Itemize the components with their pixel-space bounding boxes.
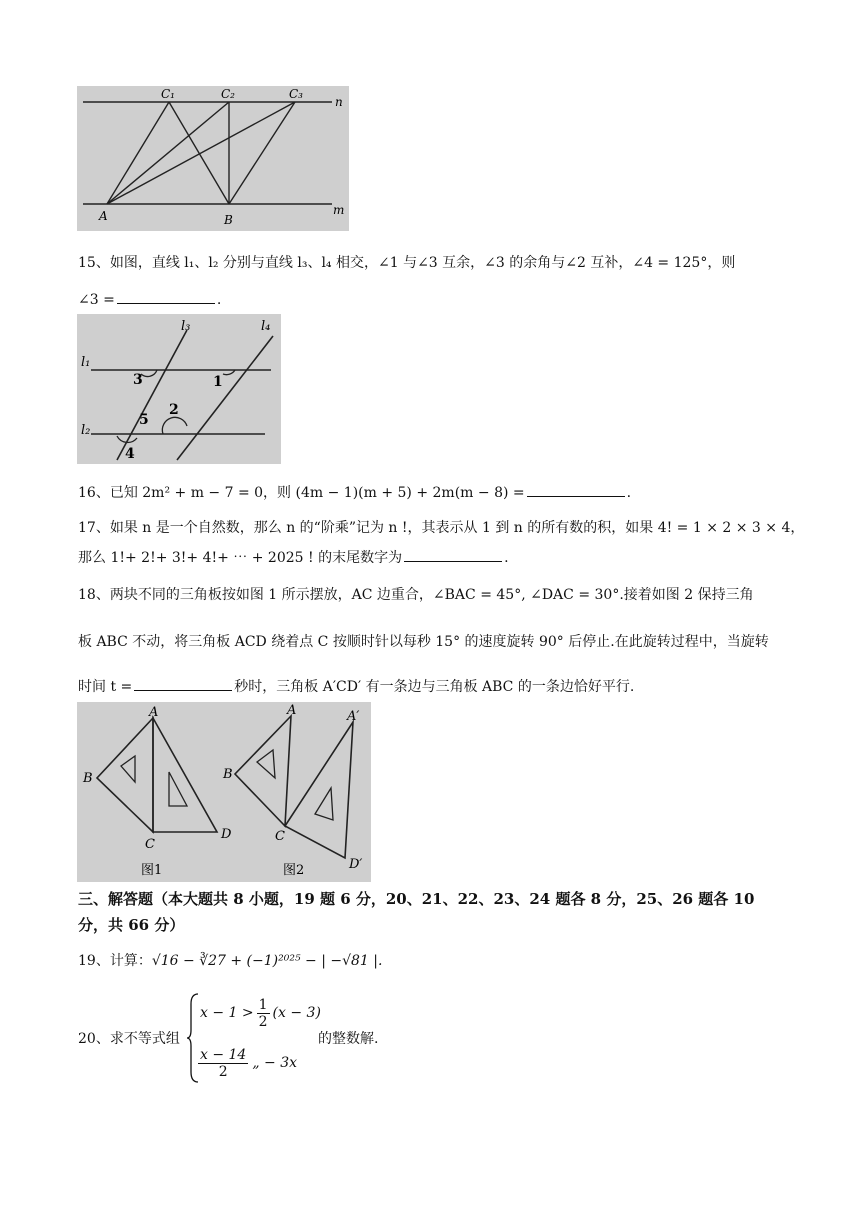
label-angle-2: 2: [169, 402, 179, 418]
question-20-label: [78, 1028, 180, 1048]
question-18-line-3: [78, 676, 634, 696]
question-number: 16、: [78, 485, 110, 501]
question-text: 秒时，三角板 A′CD′ 有一条边与三角板 ABC 的一条边恰好平行.: [234, 679, 635, 695]
label-l2: l₂: [81, 423, 91, 438]
inequality-1: [200, 992, 321, 1034]
figure-q18: [77, 702, 371, 882]
ineq2-right: „ − 3x: [252, 1055, 298, 1071]
caption-figure-2: 图2: [283, 863, 305, 878]
period: .: [504, 550, 509, 566]
parallel-lines-diagram: [77, 86, 349, 231]
label-a2: A: [287, 703, 297, 718]
label-b: B: [83, 771, 93, 786]
question-text: ∠3 =: [78, 292, 115, 308]
label-c3: C₃: [289, 87, 303, 101]
question-16: [78, 482, 631, 502]
label-a: A: [149, 705, 159, 720]
denominator: 2: [258, 1013, 268, 1030]
label-c: C: [145, 837, 155, 852]
calc-expression: √16 − ∛27 + (−1)²⁰²⁵ − | −√81 |.: [151, 953, 383, 969]
label-b: B: [224, 213, 233, 227]
ineq1-left: x − 1 >: [200, 1005, 254, 1021]
question-20-suffix: 的整数解.: [318, 1031, 379, 1047]
label-n: n: [335, 95, 343, 109]
label-angle-1: 1: [213, 374, 223, 390]
fraction: [198, 1047, 248, 1080]
label-a: A: [99, 209, 108, 223]
inequality-2: [198, 1042, 297, 1084]
label-angle-3: 3: [133, 372, 143, 388]
question-text: 如图，直线 l₁、l₂ 分别与直线 l₃、l₄ 相交，∠1 与∠3 互余，∠3 的余角与∠2 互补，∠4 = 125°，则: [109, 255, 736, 271]
question-15-line-2: [78, 289, 221, 308]
question-19: [78, 950, 382, 970]
section-3-heading: 三、解答题（本大题共 8 小题，19 题 6 分，20、21、22、23、24 题各 8 分，25、26 题各 10 分，共 66 分）: [78, 890, 755, 934]
label-b2: B: [223, 767, 233, 782]
caption-figure-1: 图1: [141, 863, 163, 878]
question-number: 17、: [78, 520, 110, 536]
label-angle-4: 4: [125, 446, 135, 462]
label-d-prime: D′: [349, 857, 363, 872]
question-text: 时间 t =: [78, 679, 133, 695]
label-c2: C: [275, 829, 285, 844]
period: .: [216, 292, 222, 308]
question-18-line-1: [78, 584, 754, 604]
fraction: [257, 997, 270, 1030]
question-text: 如果 n 是一个自然数，那么 n 的“阶乘”记为 n !，其表示从 1 到 n 的所有数的积，如果 4! = 1 × 2 × 3 × 4，: [109, 520, 805, 536]
numerator: x − 14: [200, 1046, 247, 1063]
ineq1-right: (x − 3): [272, 1005, 321, 1021]
label-angle-5: 5: [139, 412, 149, 428]
label-d: D: [221, 827, 232, 842]
question-17-line-2: [78, 547, 509, 567]
numerator: 1: [258, 996, 268, 1013]
question-text: 已知 2m² + m − 7 = 0，则 (4m − 1)(m + 5) + 2m(m − 8) =: [109, 485, 525, 501]
answer-blank[interactable]: [134, 676, 232, 691]
question-number: 15、: [78, 255, 110, 271]
answer-blank[interactable]: [404, 547, 502, 562]
question-text: 板 ABC 不动，将三角板 ACD 绕着点 C 按顺时针以每秒 15° 的速度旋转 90° 后停止.在此旋转过程中，当旋转: [78, 634, 769, 650]
intersecting-lines-diagram: [77, 314, 281, 464]
triangle-rulers-diagram: [77, 702, 371, 882]
label-l4: l₄: [261, 319, 271, 334]
question-label: 计算：: [109, 953, 152, 969]
question-text: 那么 1!+ 2!+ 3!+ 4!+ ⋯ + 2025 ! 的末尾数字为: [78, 550, 403, 566]
question-18-line-2: [78, 631, 769, 651]
question-15-line-1: [78, 252, 735, 272]
label-m: m: [333, 203, 345, 217]
question-number: 19、: [78, 953, 110, 969]
answer-blank[interactable]: [527, 482, 625, 497]
figure-q14: [77, 86, 349, 231]
denominator: 2: [218, 1063, 228, 1080]
question-number: 20、: [78, 1031, 110, 1047]
question-17-line-1: [78, 517, 804, 537]
answer-blank[interactable]: [117, 289, 215, 304]
period: .: [626, 485, 632, 501]
figure-q15: [77, 314, 281, 464]
label-c2: C₂: [221, 87, 235, 101]
question-text: 两块不同的三角板按如图 1 所示摆放，AC 边重合，∠BAC = 45°, ∠DAC = 30°.接着如图 2 保持三角: [109, 587, 754, 603]
label-l3: l₃: [181, 319, 191, 334]
label-l1: l₁: [81, 355, 91, 370]
question-number: 18、: [78, 587, 110, 603]
label-c1: C₁: [161, 87, 175, 101]
question-label: 求不等式组: [109, 1031, 180, 1047]
label-a-prime: A′: [347, 709, 360, 724]
